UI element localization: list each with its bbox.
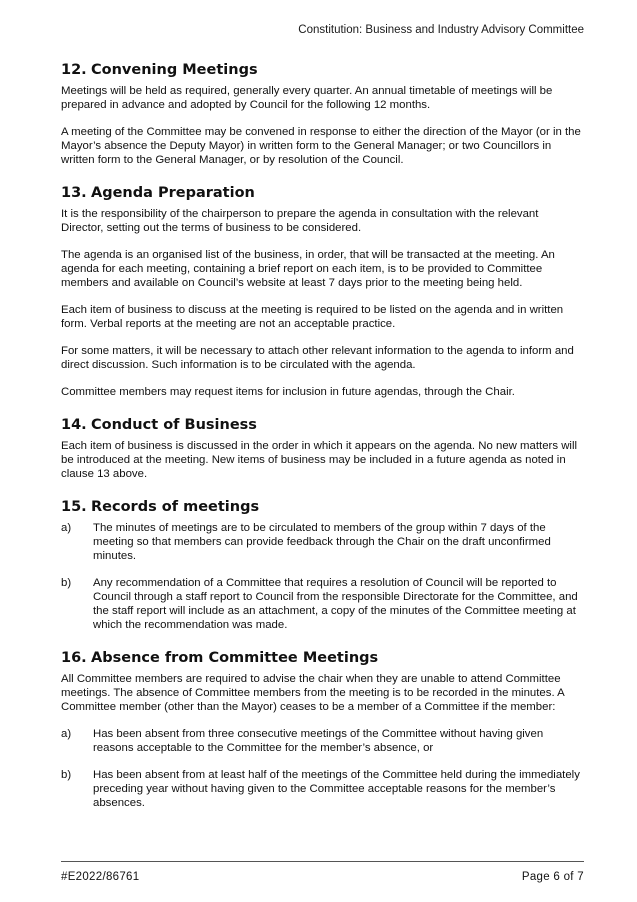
list-marker: a) bbox=[61, 728, 72, 740]
paragraph: It is the responsibility of the chairperson to prepare the agenda in consultation with the relevant Director, setting out the terms of business to be considered. bbox=[61, 208, 539, 234]
paragraph: Each item of business to discuss at the meeting is required to be listed on the agenda and in written form. Verbal reports at the meeting are not an acceptable practice. bbox=[61, 304, 564, 330]
section-convening-meetings bbox=[61, 62, 583, 167]
section-heading bbox=[61, 499, 583, 515]
section-title: Agenda Preparation bbox=[91, 185, 255, 201]
running-header: Constitution: Business and Industry Advisory Committee bbox=[298, 24, 584, 36]
paragraph: For some matters, it will be necessary to attach other relevant information to the agenda to inform and direct discussion. Such information is to be circulated with the agenda. bbox=[61, 345, 574, 371]
list-item bbox=[61, 727, 583, 755]
list-item bbox=[61, 576, 583, 632]
list-item bbox=[61, 521, 583, 563]
section-number: 12. bbox=[61, 62, 87, 78]
section-title: Convening Meetings bbox=[91, 62, 258, 78]
list-item-text: Has been absent from at least half of the meetings of the Committee held during the immediately preceding year without having given to the Committee acceptable reasons for the member’s absences. bbox=[93, 769, 580, 809]
section-conduct-of-business bbox=[61, 417, 583, 481]
list-marker: b) bbox=[61, 577, 72, 589]
section-absence-from-committee-meetings bbox=[61, 650, 583, 810]
section-number: 15. bbox=[61, 499, 87, 515]
section-heading bbox=[61, 417, 583, 433]
list-marker: b) bbox=[61, 769, 72, 781]
document-body bbox=[61, 62, 583, 828]
section-agenda-preparation bbox=[61, 185, 583, 399]
section-heading bbox=[61, 185, 583, 201]
section-title: Absence from Committee Meetings bbox=[91, 650, 379, 666]
list-item-text: The minutes of meetings are to be circulated to members of the group within 7 days of the meeting so that members can provide feedback through the Chair on the draft unconfirmed minutes. bbox=[93, 522, 551, 562]
page-number: Page 6 of 7 bbox=[521, 871, 584, 883]
paragraph: A meeting of the Committee may be convened in response to either the direction of the Mayor (or in the Mayor’s absence the Deputy Mayor) in written form to the General Manager; or two Councillors in written form to the General Manager, or by resolution of the Council. bbox=[61, 126, 581, 166]
section-number: 13. bbox=[61, 185, 87, 201]
paragraph: All Committee members are required to advise the chair when they are unable to attend Committee meetings. The absence of Committee members from the meeting is to be recorded in the minutes. A Committee member (other than the Mayor) ceases to be a member of a Committee if the member: bbox=[61, 673, 565, 713]
paragraph: The agenda is an organised list of the business, in order, that will be transacted at the meeting. An agenda for each meeting, containing a brief report on each item, is to be provided to Committee members and available on Council’s website at least 7 days prior to the meeting being held. bbox=[61, 249, 555, 289]
section-title: Records of meetings bbox=[91, 499, 260, 515]
paragraph: Each item of business is discussed in the order in which it appears on the agenda. No new matters will be introduced at the meeting. New items of business may be included in a future agenda as noted in clause 13 above. bbox=[61, 440, 578, 480]
list-marker: a) bbox=[61, 522, 72, 534]
section-heading bbox=[61, 62, 583, 78]
list-item-text: Has been absent from three consecutive meetings of the Committee without having given reasons acceptable to the Committee for the member’s absence, or bbox=[93, 728, 544, 754]
section-heading bbox=[61, 650, 583, 666]
paragraph: Committee members may request items for inclusion in future agendas, through the Chair. bbox=[61, 386, 515, 398]
paragraph: Meetings will be held as required, generally every quarter. An annual timetable of meetings will be prepared in advance and adopted by Council for the following 12 months. bbox=[61, 85, 553, 111]
section-number: 16. bbox=[61, 650, 87, 666]
list-item bbox=[61, 768, 583, 810]
section-title: Conduct of Business bbox=[91, 417, 257, 433]
list-item-text: Any recommendation of a Committee that requires a resolution of Council will be reported to Council through a staff report to Council from the responsible Directorate for the Committee, and the staff report will include as an attachment, a copy of the minutes of the Committee meeting at which the recommendation was made. bbox=[93, 577, 578, 631]
document-reference: #E2022/86761 bbox=[61, 871, 140, 883]
section-records-of-meetings bbox=[61, 499, 583, 632]
section-number: 14. bbox=[61, 417, 87, 433]
footer-divider bbox=[61, 861, 584, 862]
